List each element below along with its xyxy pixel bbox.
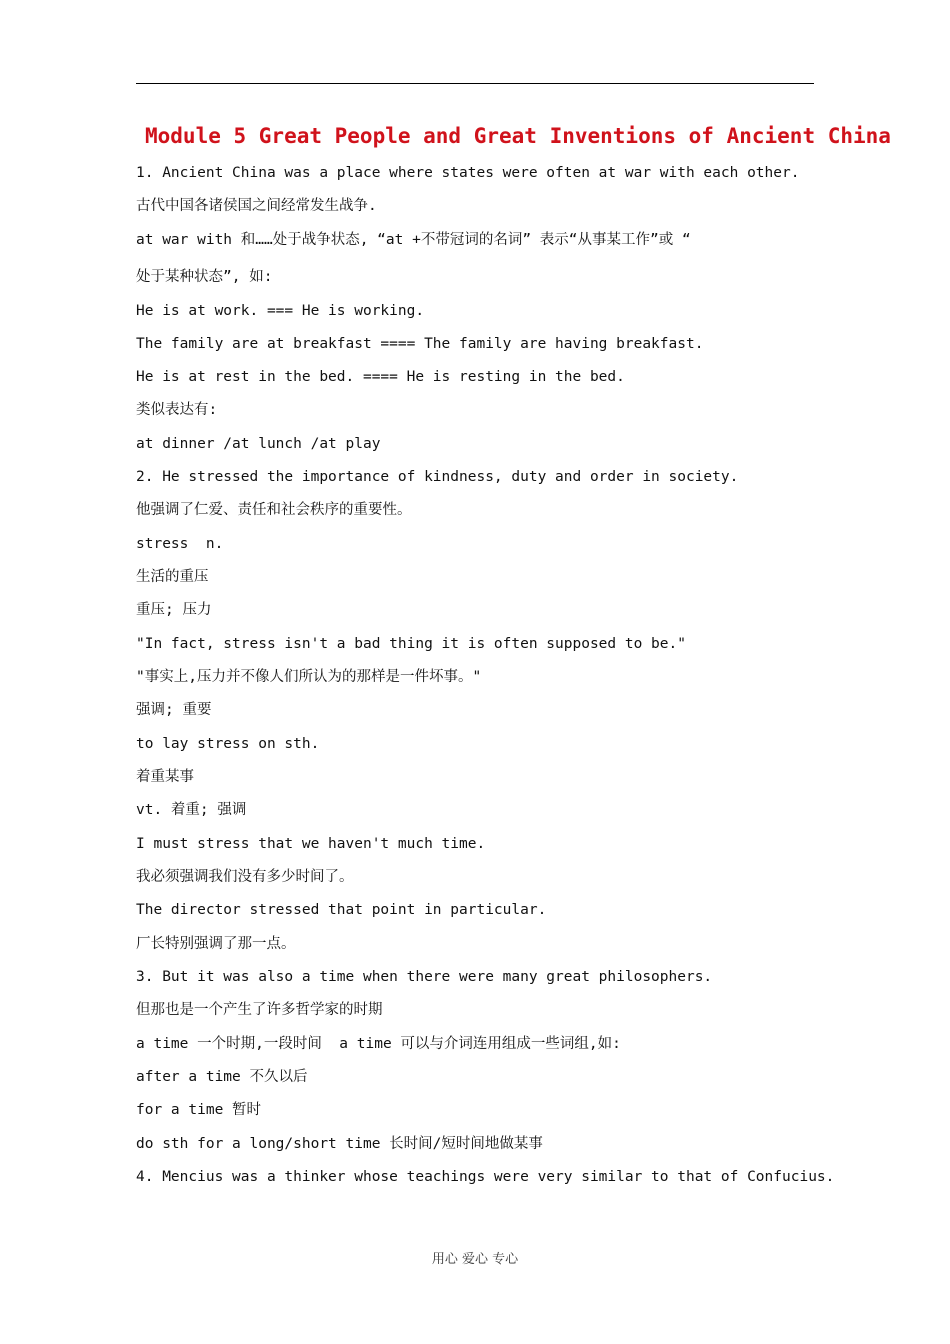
text-line: stress n. [136, 536, 224, 552]
document-title: Module 5 Great People and Great Inventions of Ancient China [145, 124, 891, 148]
text-line: 3. But it was also a time when there were many great philosophers. [136, 969, 713, 985]
text-line: 重压; 压力 [136, 602, 212, 618]
page-footer: 用心 爱心 专心 [431, 1252, 519, 1267]
text-line: 厂长特别强调了那一点。 [136, 936, 296, 952]
text-line: 处于某种状态”, 如: [136, 269, 273, 285]
text-line: 4. Mencius was a thinker whose teachings were very similar to that of Confucius. [136, 1169, 835, 1185]
text-line: a time 一个时期,一段时间 a time 可以与介词连用组成一些词组,如: [136, 1036, 621, 1052]
text-line: I must stress that we haven't much time. [136, 836, 486, 852]
text-line: He is at work. === He is working. [136, 303, 425, 319]
text-line: 着重某事 [136, 769, 194, 785]
text-line: at war with 和……处于战争状态, “at +不带冠词的名词” 表示“从事某工作”或 “ [136, 232, 691, 248]
text-line: The director stressed that point in particular. [136, 902, 547, 918]
text-line: 但那也是一个产生了许多哲学家的时期 [136, 1002, 383, 1018]
text-line: 强调; 重要 [136, 702, 212, 718]
text-line: 我必须强调我们没有多少时间了。 [136, 869, 354, 885]
text-line: to lay stress on sth. [136, 736, 320, 752]
text-line: 古代中国各诸侯国之间经常发生战争. [136, 198, 377, 214]
text-line: "事实上,压力并不像人们所认为的那样是一件坏事。" [136, 669, 482, 685]
text-line: The family are at breakfast ==== The family are having breakfast. [136, 336, 704, 352]
text-line: for a time 暂时 [136, 1102, 262, 1118]
header-rule [136, 83, 814, 84]
text-line: at dinner /at lunch /at play [136, 436, 381, 452]
text-line: 类似表达有: [136, 402, 218, 418]
text-line: 2. He stressed the importance of kindness, duty and order in society. [136, 469, 739, 485]
text-line: He is at rest in the bed. ==== He is resting in the bed. [136, 369, 625, 385]
text-line: "In fact, stress isn't a bad thing it is often supposed to be." [136, 636, 686, 652]
text-line: do sth for a long/short time 长时间/短时间地做某事 [136, 1136, 543, 1152]
text-line: 1. Ancient China was a place where states were often at war with each other. [136, 165, 800, 181]
text-line: 生活的重压 [136, 569, 209, 585]
text-line: 他强调了仁爱、责任和社会秩序的重要性。 [136, 502, 412, 518]
text-line: vt. 着重; 强调 [136, 802, 247, 818]
text-line: after a time 不久以后 [136, 1069, 308, 1085]
